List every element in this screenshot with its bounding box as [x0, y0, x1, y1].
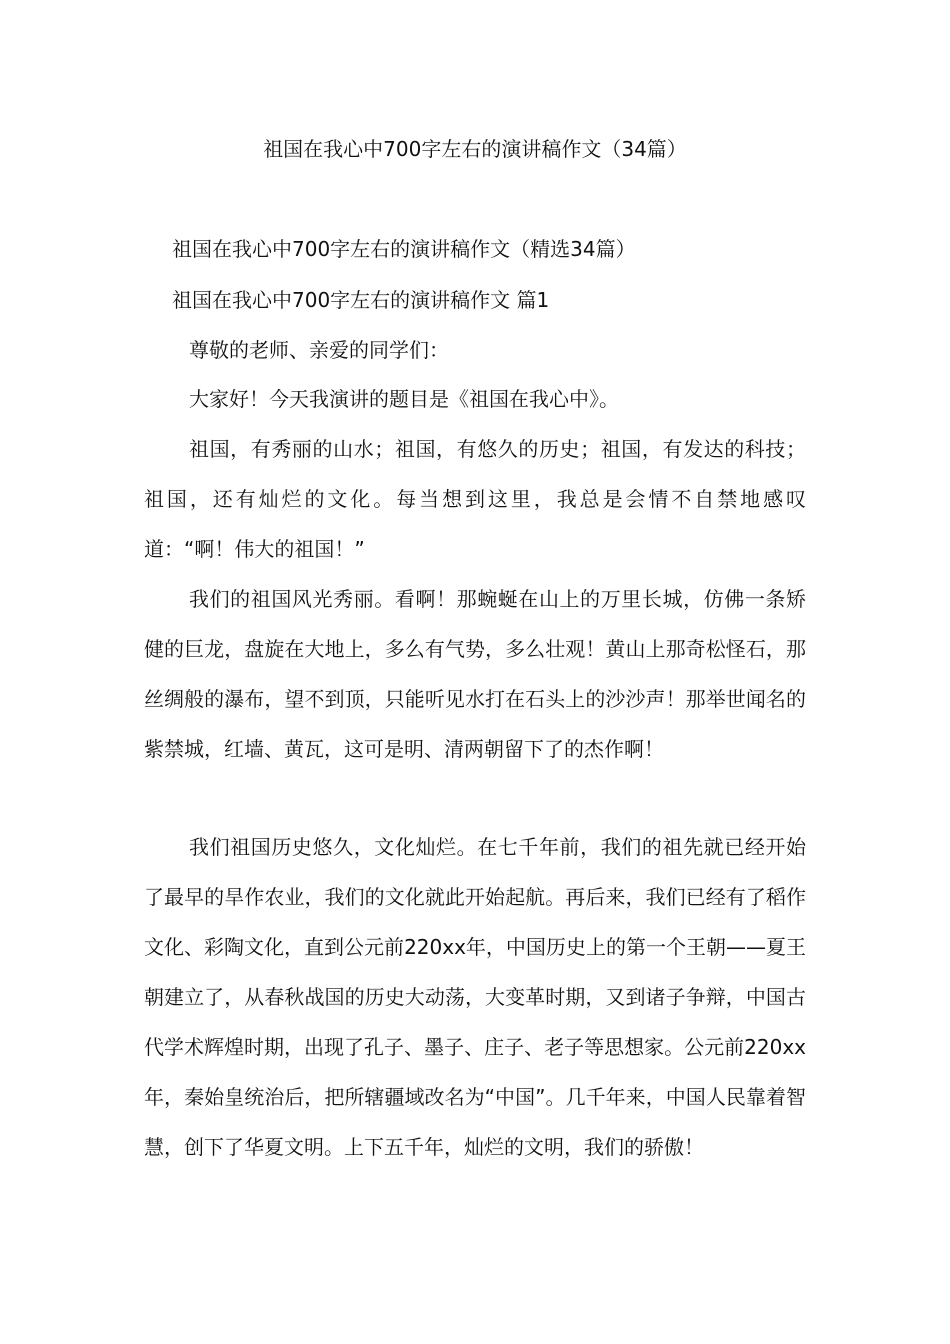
intro-line: 大家好！今天我演讲的题目是《祖国在我心中》。	[189, 387, 619, 411]
body-paragraph: 我们祖国历史悠久，文化灿烂。在七千年前，我们的祖先就已经开始了最早的旱作农业，我们的文化就此开始起航。再后来，我们已经有了稻作文化、彩陶文化，直到公元前220xx年，中国历史上的第一个王朝——夏王朝建立了，从春秋战国的历史大动荡，大变革时期，又到诸子争辩，中国古代学术辉煌时期，出现了孔子、墨子、庄子、老子等思想家。公元前220xx年，秦始皇统治后，把所辖疆域改名为“中国”。几千年来，中国人民靠着智慧，创下了华夏文明。上下五千年，灿烂的文明，我们的骄傲！	[144, 835, 806, 1159]
body-paragraph: 祖国，有秀丽的山水；祖国，有悠久的历史；祖国，有发达的科技；祖国，还有灿烂的文化。每当想到这里，我总是会情不自禁地感叹道：“啊！伟大的祖国！”	[144, 437, 806, 561]
document-title: 祖国在我心中700字左右的演讲稿作文（34篇）	[263, 137, 687, 161]
greeting-line: 尊敬的老师、亲爱的同学们：	[189, 338, 449, 362]
document-subtitle: 祖国在我心中700字左右的演讲稿作文（精选34篇）	[172, 237, 636, 261]
body-paragraph: 我们的祖国风光秀丽。看啊！那蜿蜒在山上的万里长城，仿佛一条矫健的巨龙，盘旋在大地上，多么有气势，多么壮观！黄山上那奇松怪石，那丝绸般的瀑布，望不到顶，只能听见水打在石头上的沙沙声！那举世闻名的紫禁城，红墙、黄瓦，这可是明、清两朝留下了的杰作啊！	[144, 587, 806, 761]
section-heading: 祖国在我心中700字左右的演讲稿作文 篇1	[172, 288, 550, 312]
